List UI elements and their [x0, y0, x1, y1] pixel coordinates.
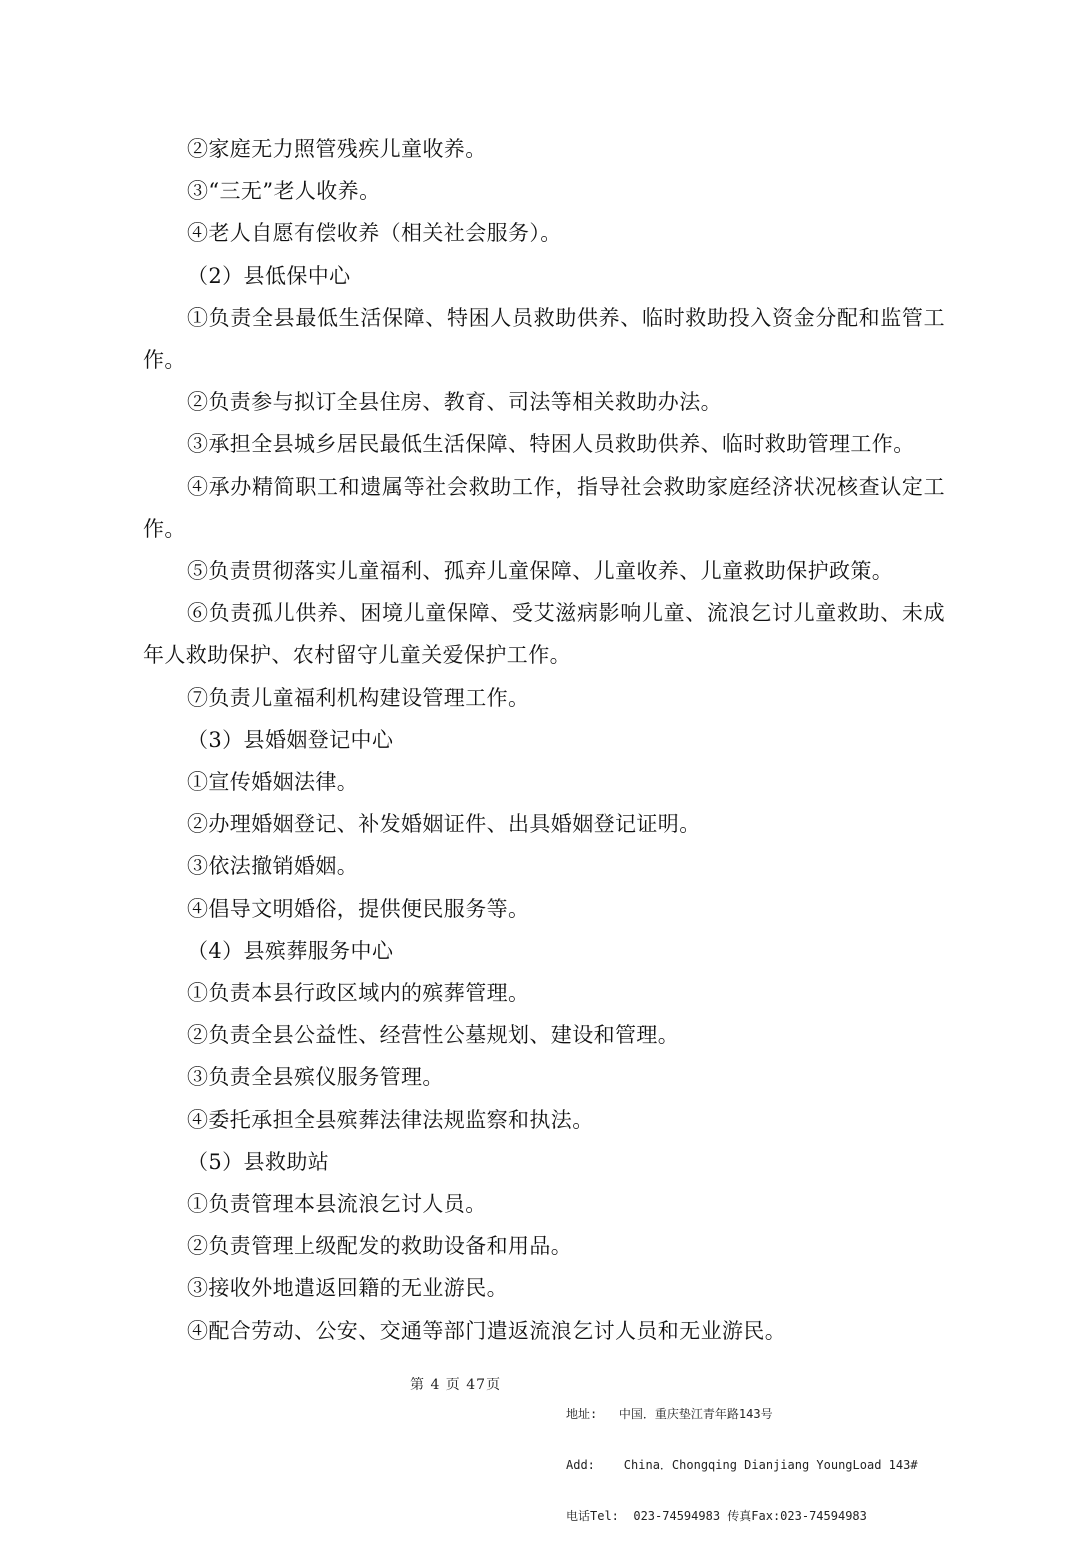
section-heading: （5）县救助站 — [187, 1149, 330, 1174]
list-item: ①宣传婚姻法律。 — [187, 770, 359, 795]
list-item: ⑥负责孤儿供养、困境儿童保障、受艾滋病影响儿童、流浪乞讨儿童救助、未成年人救助保护、农村留守儿童关爱保护工作。 — [143, 601, 945, 668]
list-item: ④承办精简职工和遗属等社会救助工作，指导社会救助家庭经济状况核查认定工作。 — [143, 474, 945, 541]
list-item: ⑤负责贯彻落实儿童福利、孤弃儿童保障、儿童收养、儿童救助保护政策。 — [187, 559, 894, 584]
list-item: ③依法撤销婚姻。 — [187, 854, 359, 879]
list-item: ⑦负责儿童福利机构建设管理工作。 — [187, 685, 530, 710]
section-heading: （2）县低保中心 — [187, 263, 351, 288]
list-item: ③承担全县城乡居民最低生活保障、特困人员救助供养、临时救助管理工作。 — [187, 432, 915, 457]
list-item: ④倡导文明婚俗，提供便民服务等。 — [187, 896, 530, 921]
section-heading: （4）县殡葬服务中心 — [187, 938, 394, 963]
list-item: ④委托承担全县殡葬法律法规监察和执法。 — [187, 1107, 594, 1132]
list-item: ③负责全县殡仪服务管理。 — [187, 1065, 444, 1090]
address-cn: 地址: 中国．重庆垫江青年路143号 — [566, 1407, 773, 1421]
list-item: ②负责管理上级配发的救助设备和用品。 — [187, 1234, 573, 1259]
section-heading: （3）县婚姻登记中心 — [187, 727, 394, 752]
list-item: ②负责全县公益性、经营性公墓规划、建设和管理。 — [187, 1023, 680, 1048]
phone-fax: 电话Tel: 023-74594983 传真Fax:023-74594983 — [566, 1509, 867, 1523]
list-item: ①负责本县行政区域内的殡葬管理。 — [187, 981, 530, 1006]
list-item: ④老人自愿有偿收养（相关社会服务）。 — [187, 221, 562, 246]
list-item: ②家庭无力照管残疾儿童收养。 — [187, 137, 487, 161]
address-en: Add: China．Chongqing Dianjiang YoungLoad 143# — [566, 1458, 918, 1472]
list-item: ②办理婚姻登记、补发婚姻证件、出具婚姻登记证明。 — [187, 812, 701, 837]
page-footer — [0, 1372, 1074, 1523]
page-number: 第 4 页 47页 — [410, 1377, 502, 1393]
list-item: ③“三无”老人收养。 — [187, 179, 381, 204]
list-item: ①负责管理本县流浪乞讨人员。 — [187, 1192, 487, 1217]
list-item: ④配合劳动、公安、交通等部门遣返流浪乞讨人员和无业游民。 — [187, 1318, 787, 1343]
document-body — [143, 128, 945, 1352]
list-item: ①负责全县最低生活保障、特困人员救助供养、临时救助投入资金分配和监管工作。 — [143, 305, 945, 373]
list-item: ②负责参与拟订全县住房、教育、司法等相关救助办法。 — [187, 390, 722, 415]
list-item: ③接收外地遣返回籍的无业游民。 — [187, 1276, 508, 1301]
contact-block — [566, 1372, 918, 1559]
